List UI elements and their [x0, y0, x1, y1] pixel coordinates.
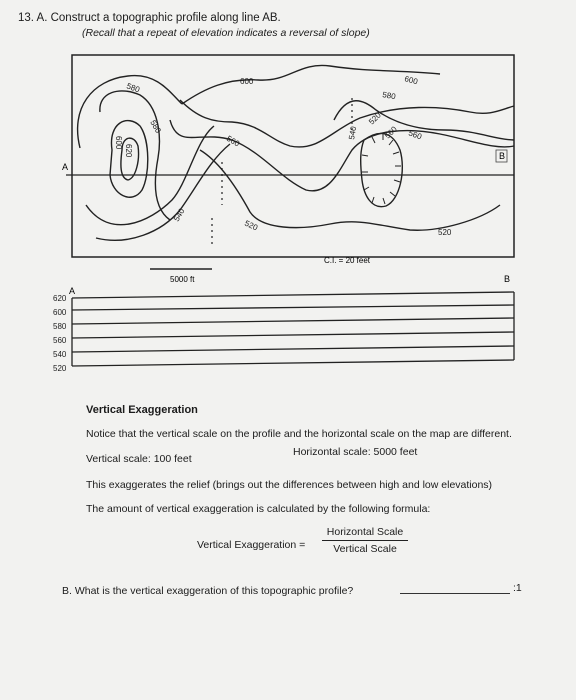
depression-hachures — [362, 134, 401, 204]
question-a-note: (Recall that a repeat of elevation indicates a reversal of slope) — [82, 27, 370, 39]
scale-bar-label: 5000 ft — [170, 275, 195, 284]
contour-label: 540 — [171, 206, 187, 223]
contour-interval-label: C.I. = 20 feet — [324, 256, 371, 265]
ve-exaggerates: This exaggerates the relief (brings out the differences between high and low elevations) — [86, 479, 493, 491]
contour-600-top — [182, 65, 440, 104]
contour-label: 580 — [125, 81, 141, 95]
contour-label: 560 — [225, 133, 242, 149]
profile-y-tick: 520 — [53, 364, 67, 373]
depression-contour — [361, 133, 403, 206]
formula-fraction — [322, 526, 408, 555]
map-label-b: B — [499, 151, 506, 161]
formula-numerator: Horizontal Scale — [322, 526, 408, 541]
formula-denominator: Vertical Scale — [333, 543, 397, 555]
contour-label: 560 — [383, 124, 399, 141]
profile-y-tick: 540 — [53, 350, 67, 359]
profile-y-axis — [53, 294, 67, 373]
answer-field[interactable] — [400, 593, 510, 594]
horizontal-scale-text: Horizontal scale: 5000 feet — [293, 446, 418, 458]
contour-label: 600 — [240, 77, 254, 86]
profile-y-tick: 600 — [53, 308, 67, 317]
answer-suffix: :1 — [513, 582, 522, 594]
profile-label-a: A — [69, 286, 76, 296]
contour-label: 600 — [114, 136, 123, 150]
contour-580-inner — [100, 91, 170, 220]
contour-label: 580 — [148, 118, 163, 135]
profile-label-b: B — [504, 274, 511, 284]
contour-label: 520 — [243, 218, 260, 233]
vertical-scale-text: Vertical scale: 100 feet — [86, 453, 192, 465]
ve-formula-intro: The amount of vertical exaggeration is calculated by the following formula: — [86, 503, 431, 515]
contour-label: 560 — [407, 128, 423, 142]
contour-label: 620 — [124, 144, 133, 158]
map-label-a: A — [62, 162, 69, 172]
contour-label: 580 — [381, 90, 397, 102]
contour-label: 540 — [347, 125, 359, 141]
profile-y-tick: 580 — [53, 322, 67, 331]
ve-heading: Vertical Exaggeration — [86, 404, 198, 416]
profile-y-tick: 560 — [53, 336, 67, 345]
contour-540-west — [96, 144, 230, 240]
formula-lhs: Vertical Exaggeration = — [197, 539, 306, 551]
question-b-text: B. What is the vertical exaggeration of this topographic profile? — [62, 585, 354, 597]
contour-label: 520 — [367, 110, 383, 127]
question-a-title: 13. A. Construct a topographic profile along line AB. — [18, 12, 281, 24]
contour-label: 600 — [403, 74, 419, 87]
contour-lines — [78, 65, 514, 240]
contour-label: 520 — [438, 228, 452, 237]
contour-600-hill — [110, 121, 148, 198]
profile-grid — [72, 292, 514, 366]
profile-y-tick: 620 — [53, 294, 67, 303]
contour-520 — [200, 150, 500, 230]
ve-notice: Notice that the vertical scale on the profile and the horizontal scale on the map are different. — [86, 428, 512, 440]
